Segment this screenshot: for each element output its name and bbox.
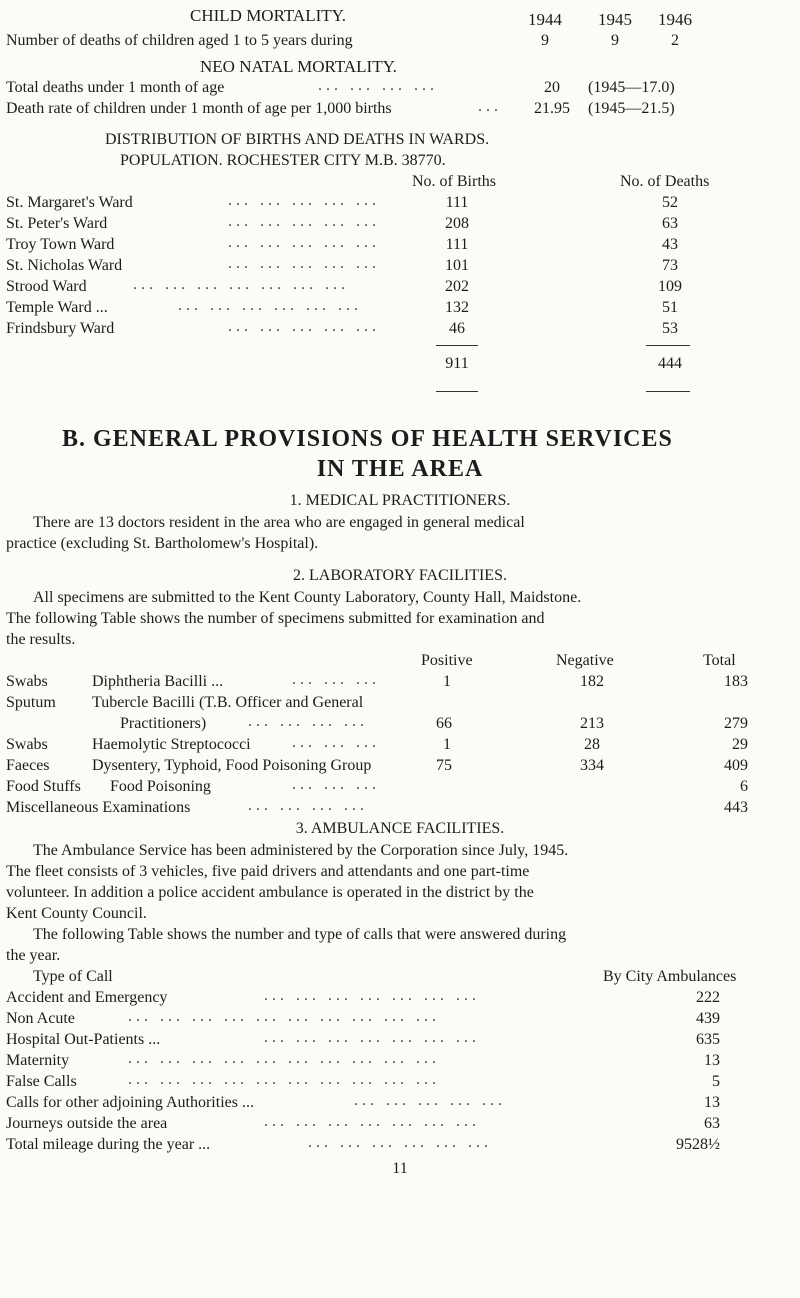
value-1945: 9 [611, 32, 619, 49]
ward-name: St. Peter's Ward [6, 215, 108, 232]
laboratory-heading: 2. LABORATORY FACILITIES. [293, 567, 507, 584]
col-births-header: No. of Births [412, 173, 496, 190]
specimen-type: Faeces [6, 757, 50, 774]
ward-births: 111 [445, 194, 469, 211]
ward-deaths: 51 [662, 299, 678, 316]
leader-dots: ... ... ... ... ... ... ... [133, 276, 349, 293]
specimen-total: 6 [740, 778, 748, 795]
leader-dots: ... ... ... ... ... ... [178, 297, 362, 314]
child-mortality-heading: CHILD MORTALITY. [190, 6, 346, 25]
col-negative-header: Negative [556, 652, 614, 669]
leader-dots: ... ... ... [292, 671, 380, 688]
specimen-type: Food Stuffs [6, 778, 81, 795]
ambulance-paragraph: The fleet consists of 3 vehicles, five paid drivers and attendants and one part-time [6, 863, 530, 880]
specimen-type: Swabs [6, 673, 48, 690]
specimen-positive: 75 [436, 757, 452, 774]
leader-dots: ... ... ... ... ... [228, 234, 380, 251]
section-b-title: B. GENERAL PROVISIONS OF HEALTH SERVICES [62, 426, 673, 452]
call-type: Journeys outside the area [6, 1115, 168, 1132]
call-count: 222 [696, 989, 720, 1006]
ward-name: St. Margaret's Ward [6, 194, 133, 211]
col-positive-header: Positive [421, 652, 473, 669]
specimen-desc: Tubercle Bacilli (T.B. Officer and General [92, 694, 364, 711]
ward-births: 208 [445, 215, 469, 232]
leader-dots: ... ... ... ... [248, 713, 368, 730]
wards-heading: DISTRIBUTION OF BIRTHS AND DEATHS IN WARDS. [105, 131, 490, 148]
ward-deaths: 53 [662, 320, 678, 337]
neo-natal-row-label: Total deaths under 1 month of age [6, 79, 225, 96]
leader-dots: ... ... ... ... ... ... ... [264, 1029, 480, 1046]
call-type: Accident and Emergency [6, 989, 168, 1006]
page-number: 11 [392, 1160, 408, 1177]
ward-births: 46 [449, 320, 465, 337]
leader-dots: ... ... ... ... ... ... ... [264, 987, 480, 1004]
total-rule [436, 391, 478, 392]
specimen-total: 279 [724, 715, 748, 732]
leader-dots: ... ... ... ... ... ... ... ... ... ... [128, 1050, 440, 1067]
medical-paragraph: There are 13 doctors resident in the area who are engaged in general medical [33, 514, 525, 531]
specimen-negative: 213 [580, 715, 604, 732]
ambulance-heading: 3. AMBULANCE FACILITIES. [295, 820, 505, 837]
specimen-negative: 28 [584, 736, 600, 753]
specimen-total: 443 [724, 799, 748, 816]
neo-natal-row-note: (1945—17.0) [588, 79, 675, 96]
specimen-positive: 1 [443, 736, 451, 753]
call-count: 439 [696, 1010, 720, 1027]
leader-dots: ... [478, 98, 502, 115]
ward-births: 111 [445, 236, 469, 253]
value-1946: 2 [671, 32, 679, 49]
specimen-total: 183 [724, 673, 748, 690]
ambulance-paragraph: the year. [6, 947, 61, 964]
specimen-positive: 1 [443, 673, 451, 690]
neo-natal-heading: NEO NATAL MORTALITY. [200, 57, 397, 76]
call-type: Maternity [6, 1052, 70, 1069]
specimen-desc: Dysentery, Typhoid, Food Poisoning Group [92, 757, 372, 774]
specimen-total: 409 [724, 757, 748, 774]
specimen-type: Miscellaneous Examinations [6, 799, 191, 816]
specimen-desc: Diphtheria Bacilli ... [92, 673, 224, 690]
value-1944: 9 [541, 32, 549, 49]
leader-dots: ... ... ... ... [248, 797, 368, 814]
ambulance-paragraph: The following Table shows the number and type of calls that were answered during [33, 926, 567, 943]
leader-dots: ... ... ... [292, 734, 380, 751]
laboratory-paragraph: the results. [6, 631, 76, 648]
neo-natal-row-label: Death rate of children under 1 month of age per 1,000 births [6, 100, 392, 117]
specimen-desc-continued: Practitioners) [120, 715, 207, 732]
leader-dots: ... ... ... ... ... [228, 318, 380, 335]
leader-dots: ... ... ... ... ... ... ... ... ... ... [128, 1008, 440, 1025]
leader-dots: ... ... ... ... ... ... ... ... ... ... [128, 1071, 440, 1088]
call-type: Total mileage during the year ... [6, 1136, 211, 1153]
call-type: Calls for other adjoining Authorities ... [6, 1094, 254, 1111]
total-deaths: 444 [658, 355, 682, 372]
section-b-title-line2: IN THE AREA [316, 456, 484, 482]
call-count: 63 [704, 1115, 720, 1132]
total-rule [646, 345, 690, 346]
wards-subheading: POPULATION. ROCHESTER CITY M.B. 38770. [120, 152, 446, 169]
child-mortality-label: Number of deaths of children aged 1 to 5 years during [6, 32, 353, 49]
leader-dots: ... ... ... ... ... [228, 213, 380, 230]
ward-births: 202 [445, 278, 469, 295]
year-1946: 1946 [658, 10, 692, 29]
call-count: 5 [712, 1073, 720, 1090]
leader-dots: ... ... ... ... ... ... [308, 1134, 492, 1151]
ambulance-paragraph: Kent County Council. [6, 905, 147, 922]
call-type: False Calls [6, 1073, 77, 1090]
neo-natal-row-note: (1945—21.5) [588, 100, 675, 117]
leader-dots: ... ... ... [292, 776, 380, 793]
ward-deaths: 63 [662, 215, 678, 232]
total-rule [646, 391, 690, 392]
medical-paragraph: practice (excluding St. Bartholomew's Hospital). [6, 535, 319, 552]
total-rule [436, 345, 478, 346]
call-type: Hospital Out-Patients ... [6, 1031, 161, 1048]
ward-deaths: 73 [662, 257, 678, 274]
col-city-ambulances-header: By City Ambulances [603, 968, 737, 985]
leader-dots: ... ... ... ... ... [228, 192, 380, 209]
specimen-type: Sputum [6, 694, 56, 711]
ward-births: 101 [445, 257, 469, 274]
ward-name: Temple Ward ... [6, 299, 108, 316]
leader-dots: ... ... ... ... [318, 77, 438, 94]
col-type-header: Type of Call [33, 968, 113, 985]
ambulance-paragraph: volunteer. In addition a police accident ambulance is operated in the district by the [6, 884, 534, 901]
specimen-desc: Haemolytic Streptococci [92, 736, 251, 753]
col-total-header: Total [703, 652, 736, 669]
laboratory-paragraph: The following Table shows the number of specimens submitted for examination and [6, 610, 545, 627]
leader-dots: ... ... ... ... ... ... ... [264, 1113, 480, 1130]
leader-dots: ... ... ... ... ... [354, 1092, 506, 1109]
total-births: 911 [445, 355, 469, 372]
call-type: Non Acute [6, 1010, 75, 1027]
specimen-type: Swabs [6, 736, 48, 753]
neo-natal-row-value: 21.95 [534, 100, 570, 117]
leader-dots: ... ... ... ... ... [228, 255, 380, 272]
specimen-positive: 66 [436, 715, 452, 732]
year-1945: 1945 [598, 10, 632, 29]
call-count: 9528½ [676, 1136, 720, 1153]
ward-births: 132 [445, 299, 469, 316]
ward-deaths: 52 [662, 194, 678, 211]
call-count: 13 [704, 1052, 720, 1069]
laboratory-paragraph: All specimens are submitted to the Kent County Laboratory, County Hall, Maidstone. [33, 589, 582, 606]
specimen-desc: Food Poisoning [110, 778, 211, 795]
ward-name: St. Nicholas Ward [6, 257, 123, 274]
call-count: 635 [696, 1031, 720, 1048]
year-1944: 1944 [528, 10, 562, 29]
ward-deaths: 109 [658, 278, 682, 295]
medical-heading: 1. MEDICAL PRACTITIONERS. [289, 492, 511, 509]
specimen-total: 29 [732, 736, 748, 753]
specimen-negative: 334 [580, 757, 604, 774]
ward-name: Frindsbury Ward [6, 320, 115, 337]
call-count: 13 [704, 1094, 720, 1111]
ward-deaths: 43 [662, 236, 678, 253]
ward-name: Strood Ward [6, 278, 87, 295]
specimen-negative: 182 [580, 673, 604, 690]
ward-name: Troy Town Ward [6, 236, 115, 253]
col-deaths-header: No. of Deaths [620, 173, 710, 190]
neo-natal-row-value: 20 [544, 79, 560, 96]
ambulance-paragraph: The Ambulance Service has been administered by the Corporation since July, 1945. [33, 842, 569, 859]
